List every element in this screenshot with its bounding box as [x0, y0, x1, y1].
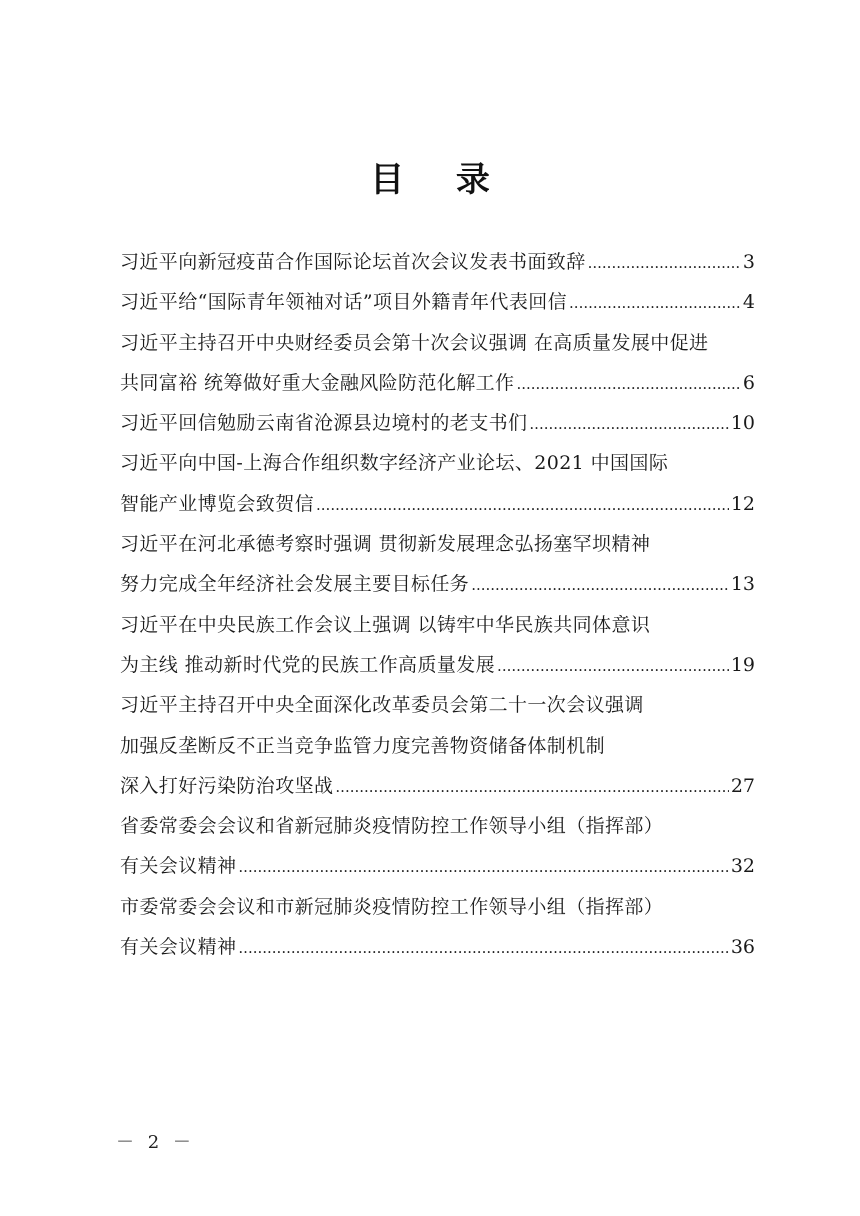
- toc-entry-page: 32: [730, 855, 755, 878]
- toc-title: 目 录: [370, 160, 510, 200]
- toc-entry-title: 深入打好污染防治攻坚战: [120, 774, 334, 797]
- toc-entry-title: 习近平在河北承德考察时强调 贯彻新发展理念弘扬塞罕坝精神: [120, 533, 651, 556]
- toc-leader-dots: [529, 415, 728, 433]
- toc-entry: [120, 368, 755, 408]
- toc-entry-title: 习近平向新冠疫苗合作国际论坛首次会议发表书面致辞: [120, 251, 586, 273]
- toc-entry: [120, 569, 755, 609]
- toc-leader-dots: [471, 576, 729, 594]
- toc-entry: [120, 610, 755, 650]
- toc-entry-title: 加强反垄断反不正当竞争监管力度完善物资储备体制机制: [120, 734, 606, 757]
- toc-entry: [120, 247, 755, 287]
- toc-entry: [120, 408, 755, 448]
- toc-entry: [120, 932, 755, 972]
- toc-leader-dots: [516, 375, 740, 393]
- toc-entry-title: 有关会议精神: [120, 936, 237, 959]
- toc-entry: [120, 690, 755, 730]
- toc-entry-title: 市委常委会会议和市新冠肺炎疫情防控工作领导小组（指挥部）: [120, 895, 664, 918]
- toc-entry-title: 共同富裕 统筹做好重大金融风险防范化解工作: [120, 371, 515, 394]
- toc-entry-title: 智能产业博览会致贺信: [120, 492, 315, 515]
- toc-leader-dots: [588, 254, 741, 272]
- toc-entry: [120, 811, 755, 851]
- toc-leader-dots: [238, 858, 728, 876]
- toc-entry-page: 13: [730, 573, 755, 596]
- toc-entry-title: 有关会议精神: [120, 855, 237, 878]
- toc-entry: [120, 448, 755, 488]
- toc-entry-title: 省委常委会会议和省新冠肺炎疫情防控工作领导小组（指挥部）: [120, 815, 664, 838]
- toc-entry-page: 19: [730, 653, 755, 676]
- toc-leader-dots: [316, 496, 729, 514]
- toc-entry-page: 36: [730, 936, 755, 959]
- toc-entry: [120, 851, 755, 891]
- toc-entry: [120, 892, 755, 932]
- toc-entry: [120, 328, 755, 368]
- toc-entry: [120, 489, 755, 529]
- toc-entry: [120, 771, 755, 811]
- toc-leader-dots: [335, 778, 728, 796]
- toc-entry: [120, 650, 755, 690]
- toc-entry: [120, 731, 755, 771]
- toc-leader-dots: [569, 294, 741, 312]
- toc-entry-page: 27: [730, 774, 755, 797]
- toc-leader-dots: [238, 939, 728, 957]
- toc-entry-page: 4: [742, 291, 755, 314]
- toc-entry: [120, 287, 755, 327]
- toc-entry-page: 12: [730, 492, 755, 515]
- toc-entry-title: 习近平回信勉励云南省沧源县边境村的老支书们: [120, 412, 528, 435]
- toc-entry-title: 为主线 推动新时代党的民族工作高质量发展: [120, 653, 496, 676]
- toc-entry-title: 习近平在中央民族工作会议上强调 以铸牢中华民族共同体意识: [120, 613, 651, 636]
- table-of-contents: [120, 247, 755, 972]
- toc-entry-page: 10: [730, 412, 755, 435]
- toc-entry-page: 6: [742, 371, 755, 394]
- toc-entry-title: 习近平主持召开中央全面深化改革委员会第二十一次会议强调: [120, 694, 644, 717]
- page-number-footer: － 2 －: [116, 1132, 195, 1153]
- toc-leader-dots: [497, 657, 729, 675]
- toc-entry-title: 习近平主持召开中央财经委员会第十次会议强调 在高质量发展中促进: [120, 331, 709, 354]
- toc-entry-page: 3: [742, 251, 755, 273]
- toc-entry-title: 习近平给“国际青年领袖对话”项目外籍青年代表回信: [120, 291, 568, 314]
- toc-entry: [120, 529, 755, 569]
- toc-entry-title: 习近平向中国-上海合作组织数字经济产业论坛、2021 中国国际: [120, 452, 669, 475]
- toc-entry-title: 努力完成全年经济社会发展主要目标任务: [120, 573, 470, 596]
